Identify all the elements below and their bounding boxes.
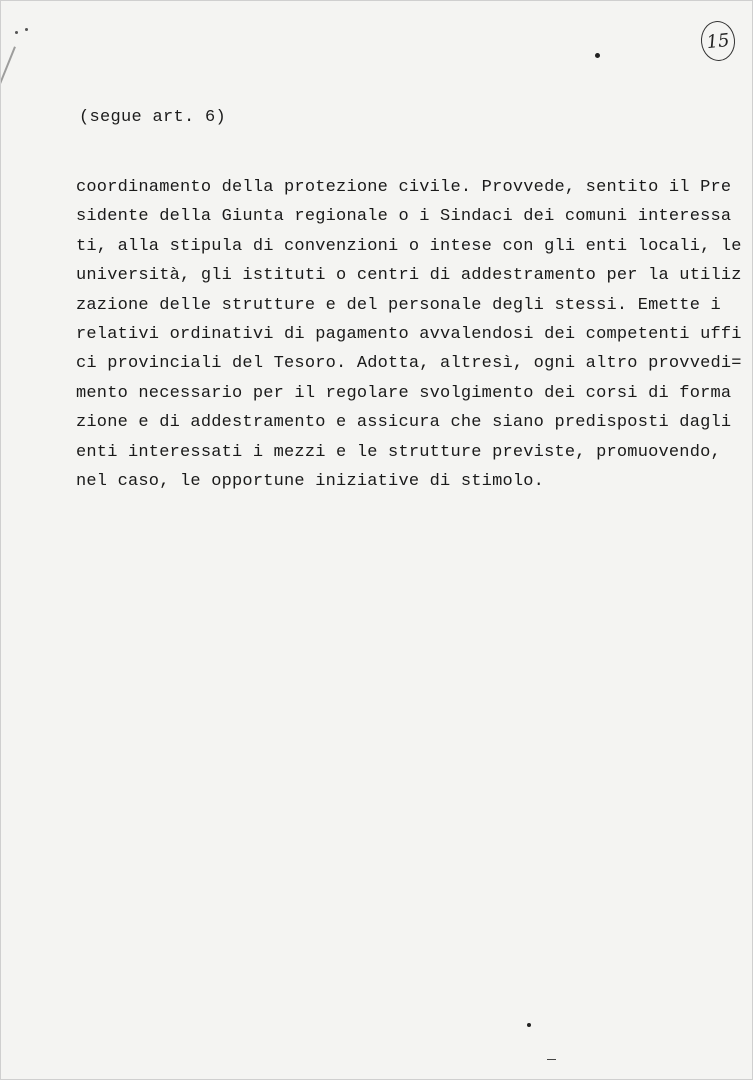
text-line: zione e di addestramento e assicura che siano predisposti dagli bbox=[76, 413, 732, 433]
ink-speck bbox=[15, 31, 18, 34]
margin-pen-mark bbox=[0, 46, 16, 91]
text-line: ci provinciali del Tesoro. Adotta, altresì, ogni altro provvedi= bbox=[76, 354, 742, 374]
text-line: mento necessario per il regolare svolgimento dei corsi di forma bbox=[76, 383, 732, 403]
text-line: zazione delle strutture e del personale degli stessi. Emette i bbox=[76, 295, 721, 315]
text-line: relativi ordinativi di pagamento avvalendosi dei competenti uffi bbox=[76, 324, 742, 344]
text-line: università, gli istituti o centri di addestramento per la utiliz bbox=[76, 266, 742, 286]
body-paragraph bbox=[76, 173, 742, 496]
ink-speck bbox=[547, 1059, 556, 1060]
section-header: (segue art. 6) bbox=[79, 108, 227, 127]
ink-speck bbox=[595, 53, 600, 58]
text-line: ti, alla stipula di convenzioni o intese con gli enti locali, le bbox=[76, 236, 742, 256]
text-line: enti interessati i mezzi e le strutture previste, promuovendo, bbox=[76, 442, 721, 462]
text-line: coordinamento della protezione civile. Provvede, sentito il Pre bbox=[76, 178, 732, 197]
text-line: nel caso, le opportune iniziative di stimolo. bbox=[76, 471, 545, 491]
ink-speck bbox=[25, 28, 28, 31]
text-line: sidente della Giunta regionale o i Sindaci dei comuni interessa bbox=[76, 207, 732, 227]
page-number: 15 bbox=[699, 19, 737, 62]
ink-speck bbox=[527, 1023, 531, 1027]
